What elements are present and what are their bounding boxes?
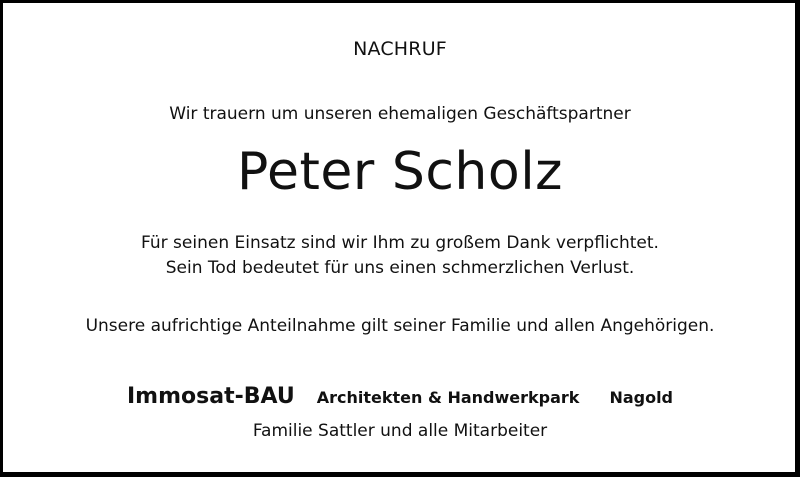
- sender-family: Familie Sattler und alle Mitarbeiter: [252, 421, 548, 441]
- sender-city: Nagold: [609, 388, 674, 407]
- thanks-line-2: Sein Tod bedeutet für uns einen schmerzlichen Verlust.: [165, 258, 635, 278]
- notice-heading: NACHRUF: [353, 38, 447, 60]
- sender-subtitle: Architekten & Handwerkpark: [316, 388, 580, 407]
- sender-company: Immosat-BAU: [126, 384, 295, 409]
- sender-block: [0, 384, 800, 409]
- thanks-line-1: Für seinen Einsatz sind wir Ihm zu großem Dank verpflichtet.: [141, 233, 659, 253]
- notice-intro: Wir trauern um unseren ehemaligen Geschäftspartner: [169, 104, 631, 124]
- condolence-text: Unsere aufrichtige Anteilnahme gilt seiner Familie und allen Angehörigen.: [85, 316, 715, 336]
- deceased-name: Peter Scholz: [237, 142, 563, 202]
